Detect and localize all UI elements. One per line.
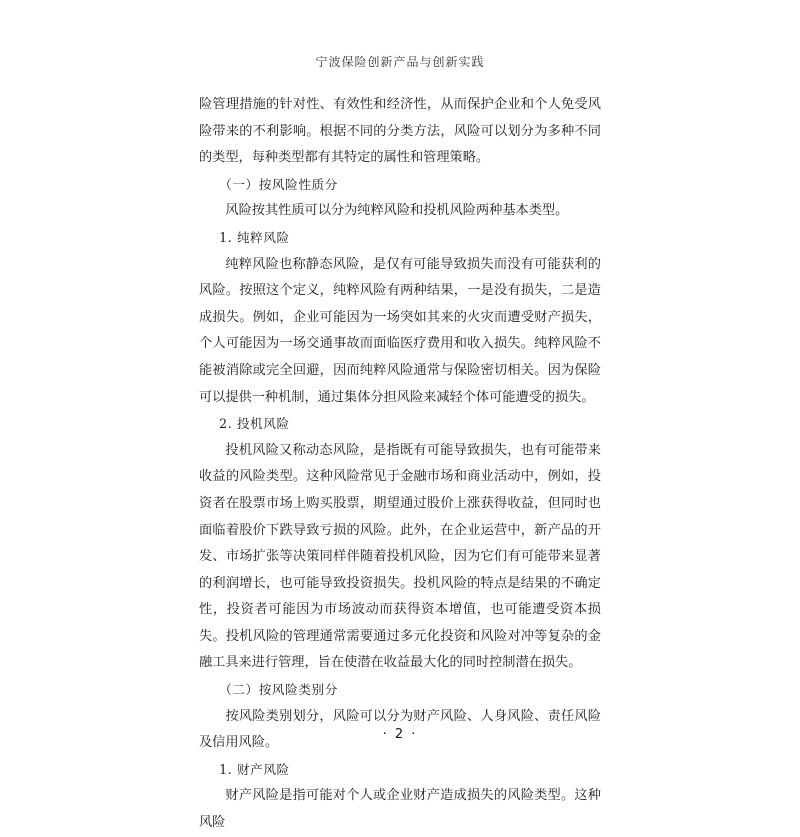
subsection-heading: 1. 财产风险 [219,761,290,777]
paragraph: 风险按其性质可以分为纯粹风险和投机风险两种基本类型。 [225,203,569,219]
section-heading: （一）按风险性质分 [219,176,338,192]
subsection-heading: 2. 投机风险 [219,416,290,432]
running-header: 宁波保险创新产品与创新实践 [315,55,485,69]
page-number: · 2 · [382,727,418,742]
body-text [199,92,601,837]
paragraph: 投机风险又称动态风险，是指既有可能导致损失，也有可能带来收益的风险类型。这种风险常见于金融市场和商业活动中，例如，投资者在股票市场上购买股票，期望通过股价上涨获得收益，但同时也面临着股价下跌导致亏损的风险。此外，在企业运营中，新产品的开发、市场扩张等决策同样伴随着投机风险，因为它们有可能带来显著的利润增长，也可能导致投资损失。投机风险的特点是结果的不确定性，投资者可能因为市场波动而获得资本增值，也可能遭受资本损失。投机风险的管理通常需要通过多元化投资和风险对冲等复杂的金融工具来进行管理，旨在使潜在收益最大化的同时控制潜在损失。 [199,442,601,671]
paragraph: 按风险类别划分，风险可以分为财产风险、人身风险、责任风险及信用风险。 [199,708,601,751]
section-heading: （二）按风险类别分 [219,682,338,698]
paragraph: 纯粹风险也称静态风险，是仅有可能导致损失而没有可能获利的风险。按照这个定义，纯粹风险有两种结果，一是没有损失，二是造成损失。例如，企业可能因为一场突如其来的火灾而遭受财产损失，个人可能因为一场交通事故而面临医疗费用和收入损失。纯粹风险不能被消除或完全回避，因而纯粹风险通常与保险密切相关。因为保险可以提供一种机制，通过集体分担风险来减轻个体可能遭受的损失。 [199,256,601,405]
paragraph: 险管理措施的针对性、有效性和经济性，从而保护企业和个人免受风险带来的不利影响。根据不同的分类方法，风险可以划分为多种不同的类型，每种类型都有其特定的属性和管理策略。 [199,97,601,166]
subsection-heading: 1. 纯粹风险 [219,229,290,245]
paragraph: 财产风险是指可能对个人或企业财产造成损失的风险类型。这种风险 [199,788,601,831]
